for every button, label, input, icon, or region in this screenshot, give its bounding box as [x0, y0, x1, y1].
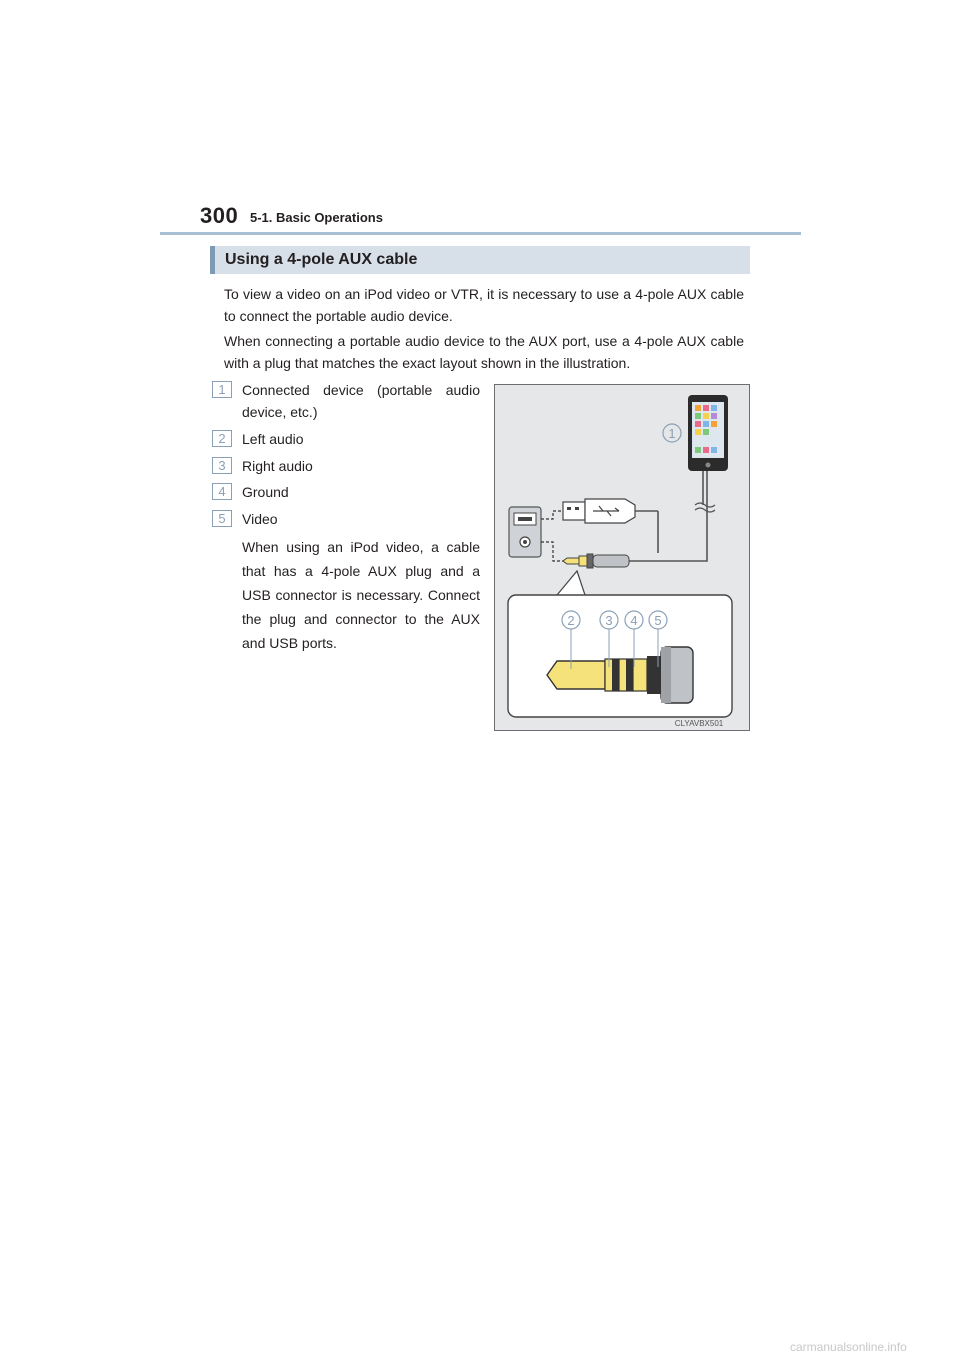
- portable-device-icon: [688, 395, 728, 471]
- callout-5: 5: [654, 613, 662, 628]
- legend-number-3: 3: [212, 457, 232, 474]
- section-title: 5-1. Basic Operations: [250, 210, 383, 225]
- legend-text-2: Left audio: [242, 431, 304, 447]
- aux-cable-illustration: [494, 384, 750, 731]
- usage-note: When using an iPod video, a cable that has a 4-pole AUX plug and a USB connector is necessary. Connect the plug and connector to the AUX and USB ports.: [242, 539, 480, 651]
- small-aux-plug-icon: [563, 554, 629, 568]
- legend-text-1: Connected device (portable audio device, etc.): [242, 382, 480, 420]
- connection-paragraph: When connecting a portable audio device to the AUX port, use a 4-pole AUX cable with a plug that matches the exact layout shown in the illustration.: [224, 333, 744, 371]
- legend-number-2: 2: [212, 430, 232, 447]
- callout-3: 3: [605, 613, 613, 628]
- footer-watermark: carmanualsonline.info: [790, 1340, 907, 1354]
- section-heading: [210, 246, 750, 274]
- section-heading-text: Using a 4-pole AUX cable: [225, 251, 418, 268]
- console-ports-icon: [509, 507, 541, 557]
- legend-number-4: 4: [212, 483, 232, 500]
- figure-code: CLYAVBX501: [674, 719, 724, 728]
- legend-text-3: Right audio: [242, 458, 313, 474]
- callout-1: 1: [668, 426, 676, 441]
- usb-plug-icon: [563, 499, 635, 523]
- legend-number-1: 1: [212, 381, 232, 398]
- header-rule: [160, 232, 801, 235]
- legend-text-5: Video: [242, 511, 278, 527]
- legend-number-5: 5: [212, 510, 232, 527]
- callout-4: 4: [630, 613, 638, 628]
- callout-2: 2: [567, 613, 575, 628]
- intro-paragraph: To view a video on an iPod video or VTR, it is necessary to use a 4-pole AUX cable to connect the portable audio device.: [224, 286, 744, 324]
- legend-text-4: Ground: [242, 484, 289, 500]
- page-number: 300: [200, 203, 239, 228]
